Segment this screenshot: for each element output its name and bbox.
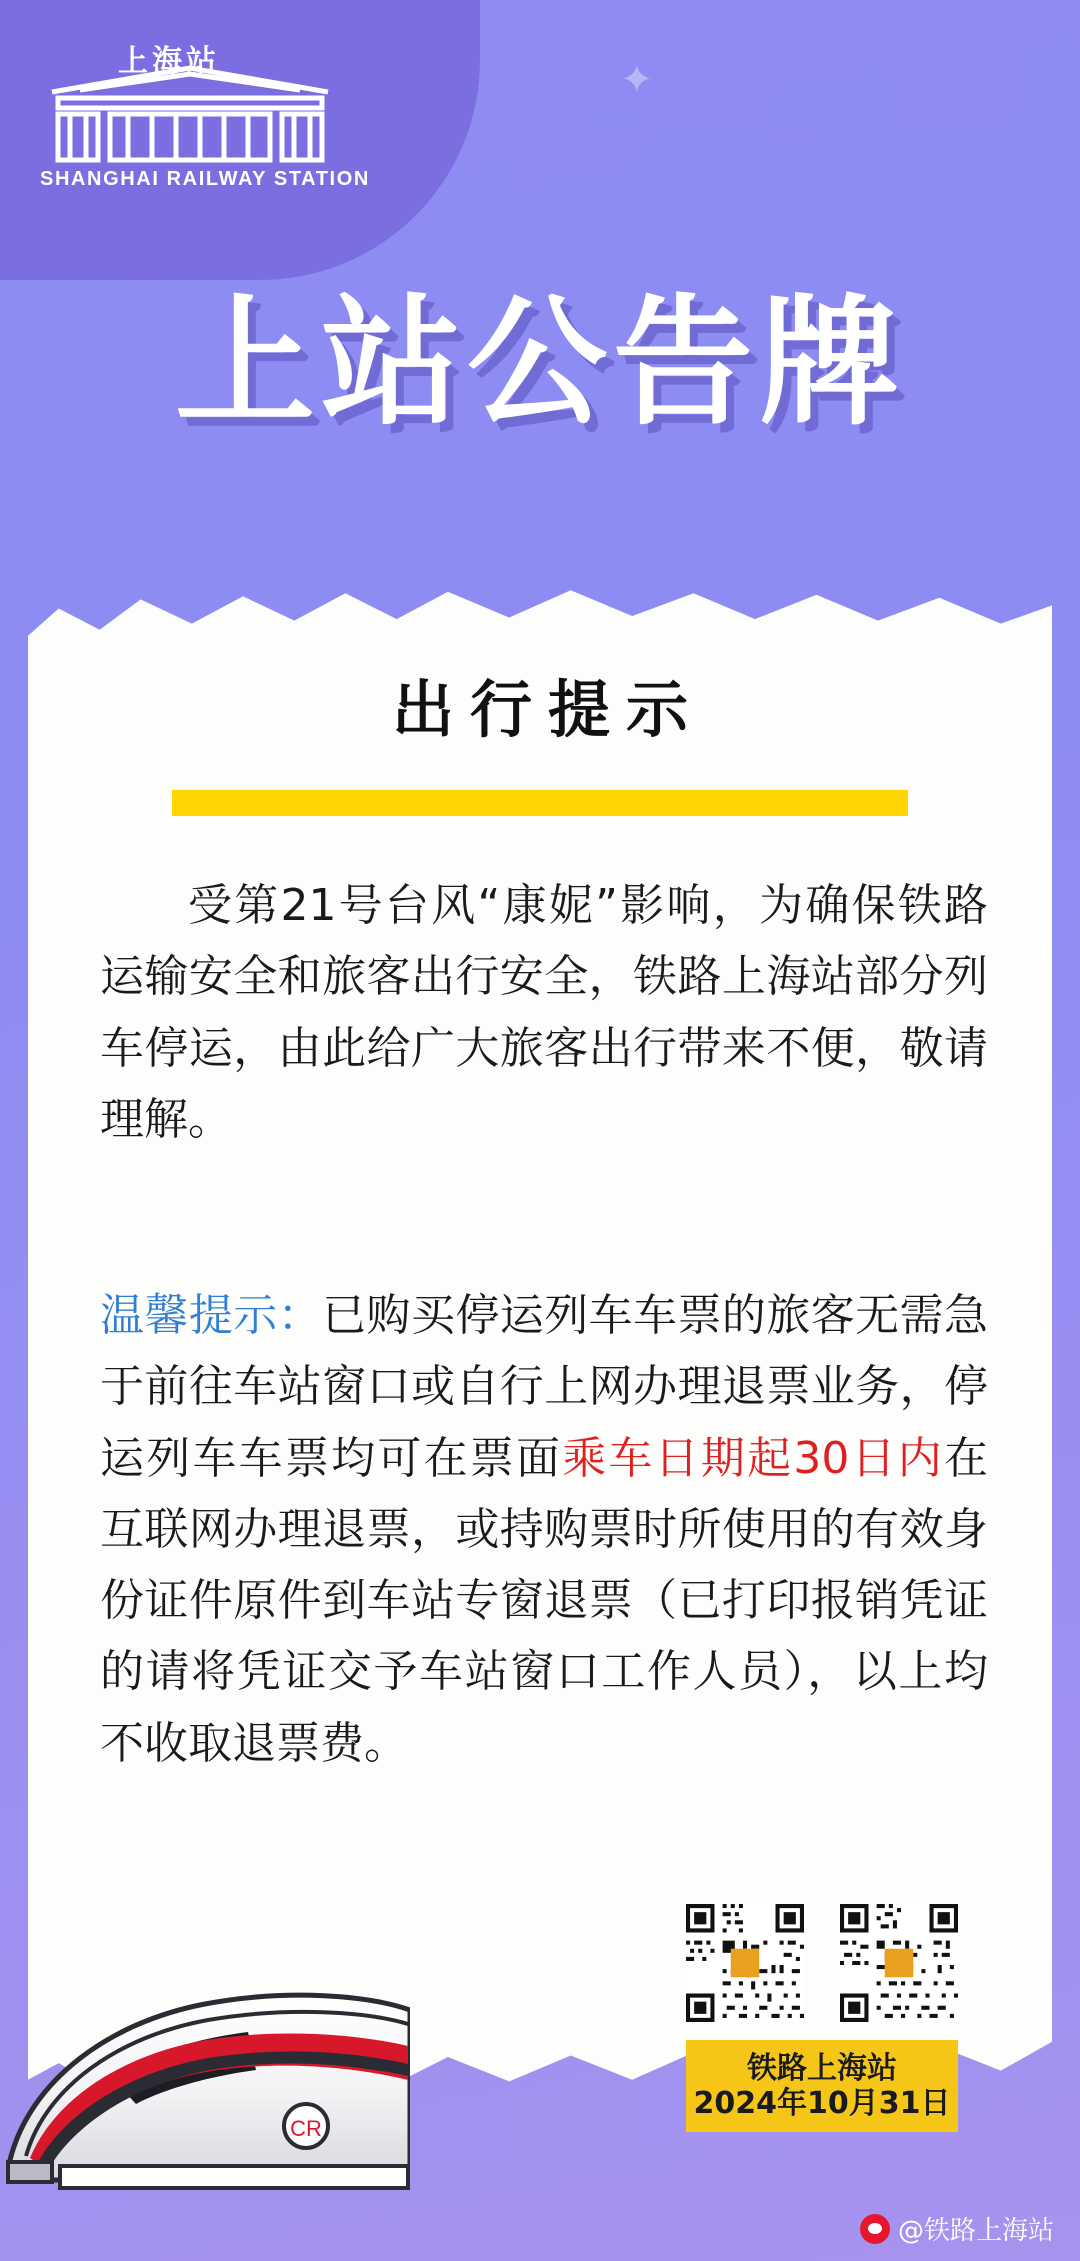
issue-date: 2024年10月31日: [693, 2086, 951, 2121]
weibo-handle: @铁路上海站: [897, 2216, 1054, 2246]
train-illustration: [0, 1930, 410, 2230]
page-title: 上站公告牌: [174, 282, 905, 445]
weibo-footer: [860, 2210, 1054, 2247]
tip-text-highlight: 乘车日期起30日内: [562, 1432, 944, 1484]
issuer-stamp: [686, 2040, 958, 2132]
tip-text-after: 在互联网办理退票，或持购票时所使用的有效身份证件原件到车站专窗退票（已打印报销凭证的请将凭证交予车站窗口工作人员），以上均不收取退票费。: [100, 1432, 988, 1769]
qr-code-right[interactable]: [840, 1904, 958, 2022]
qr-code-left[interactable]: [686, 1904, 804, 2022]
station-building-icon: [40, 58, 340, 168]
weibo-icon: [860, 2214, 890, 2244]
svg-text:CR: CR: [290, 2116, 322, 2141]
tip-label: 温馨提示：: [100, 1290, 323, 1341]
tip-text-before: 已购买停运列车车票的旅客无需急于前往车站窗口或自行上网办理退票业务，停运列车车票均可在票面: [100, 1290, 989, 1484]
star-icon: ✦: [620, 58, 654, 102]
issuer-name: 铁路上海站: [747, 2050, 897, 2086]
notice-paragraph-1: 受第21号台风“康妮”影响，为确保铁路运输安全和旅客出行安全，铁路上海站部分列车停运，由此给广大旅客出行带来不便，敬请理解。: [100, 880, 988, 1145]
logo-chinese-text: 上海站: [118, 44, 220, 79]
station-logo: [40, 30, 370, 210]
logo-english-text: SHANGHAI RAILWAY STATION: [40, 168, 370, 190]
title-underline: [172, 790, 908, 816]
notice-paragraph-2: [100, 1280, 988, 1779]
card-title: 出行提示: [391, 673, 704, 746]
